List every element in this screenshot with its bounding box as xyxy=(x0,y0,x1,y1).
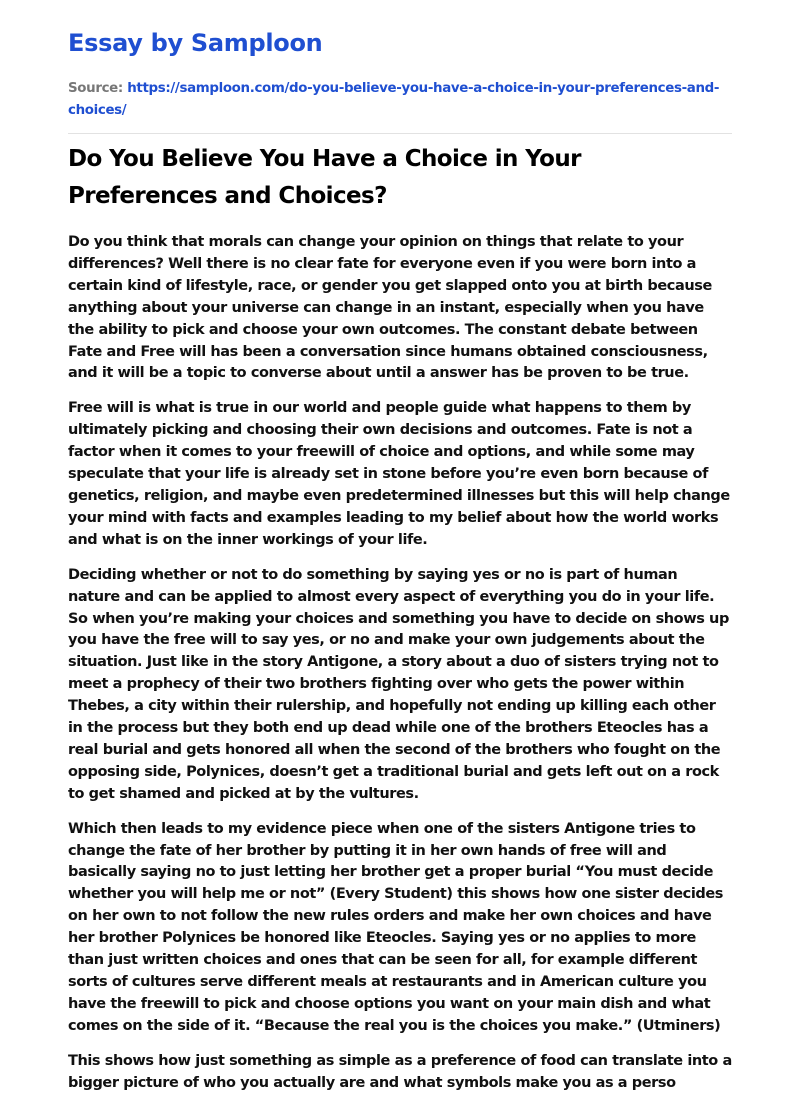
header-divider xyxy=(68,133,732,134)
source-link[interactable]: https://samploon.com/do-you-believe-you-have-a-choice-in-your-preferences-and-choices/ xyxy=(68,81,720,118)
essay-body xyxy=(68,232,732,1108)
essay-paragraph: Do you think that morals can change your opinion on things that relate to your differences? Well there is no clear fate for everyone even if you were born into a certain kind of lifestyle, race, or gender you get slapped onto you at birth because anything about your universe can change in an instant, especially when you have the ability to pick and choose your own outcomes. The constant debate between Fate and Free will has been a conversation since humans obtained consciousness, and it will be a topic to converse about until a answer has be proven to be true. xyxy=(68,234,712,382)
site-brand[interactable]: Essay by Samploon xyxy=(68,29,323,57)
essay-title: Do You Believe You Have a Choice in Your Preferences and Choices? xyxy=(68,146,581,209)
essay-paragraph: Free will is what is true in our world and people guide what happens to them by ultimately picking and choosing their own decisions and outcomes. Fate is not a factor when it comes to your freewill of choice and options, and while some may speculate that your life is already set in stone before you’re even born because of genetics, religion, and maybe even predetermined illnesses but this will help change your mind with facts and examples leading to my belief about how the world works and what is on the inner workings of your life. xyxy=(68,400,730,548)
source-line xyxy=(68,78,732,122)
source-label: Source: xyxy=(68,81,123,96)
essay-paragraph: Deciding whether or not to do something by saying yes or no is part of human nature and can be applied to almost every aspect of everything you do in your life. So when you’re making your choices and something you have to decide on shows up you have the free will to say yes, or no and make your own judgements about the situation. Just like in the story Antigone, a story about a duo of sisters trying not to meet a prophecy of their two brothers fighting over who gets the power within Thebes, a city within their rulership, and hopefully not ending up killing each other in the process but they both end up dead while one of the brothers Eteocles has a real burial and gets honored all when the second of the brothers who fought on the opposing side, Polynices, doesn’t get a traditional burial and gets left out on a rock to get shamed and picked at by the vultures. xyxy=(68,566,729,802)
essay-paragraph: This shows how just something as simple as a preference of food can translate into a bigger picture of who you actually are and what symbols make you as a perso xyxy=(68,1052,732,1091)
essay-paragraph: Which then leads to my evidence piece when one of the sisters Antigone tries to change the fate of her brother by putting it in her own hands of free will and basically saying no to just letting her brother get a proper burial “You must decide whether you will help me or not” (Every Student) this shows how one sister decides on her own to not follow the new rules orders and make her own choices and have her brother Polynices be honored like Eteocles. Saying yes or no applies to more than just written choices and ones that can be seen for all, for example different sorts of cultures serve different meals at restaurants and in American culture you have the freewill to pick and choose options you want on your main dish and what comes on the side of it. “Because the real you is the choices you make.” (Utminers) xyxy=(68,820,723,1034)
